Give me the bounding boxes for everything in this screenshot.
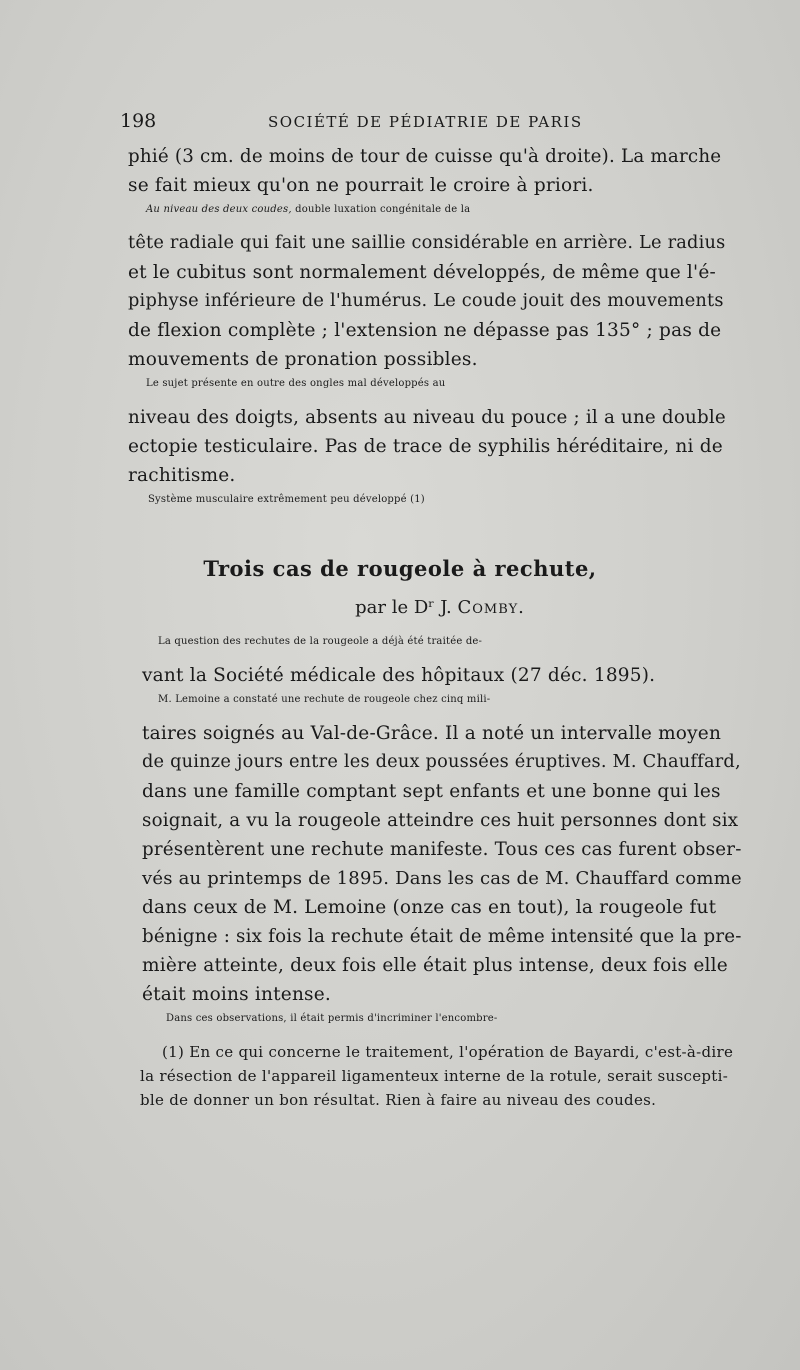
article-line: vant la Société médicale des hôpitaux (27 déc. 1895).: [142, 665, 656, 686]
body-line: mouvements de pronation possibles.: [128, 349, 478, 370]
page-header: [120, 110, 720, 140]
article-line: était moins intense.: [142, 984, 331, 1005]
article-line: taires soignés au Val-de-Grâce. Il a noté un intervalle moyen: [142, 723, 722, 744]
article-byline: [0, 597, 800, 618]
running-title: SOCIÉTÉ DE PÉDIATRIE DE PARIS: [268, 113, 583, 131]
article-line: dans une famille comptant sept enfants et une bonne qui les: [142, 781, 721, 802]
footnote-line: ble de donner un bon résultat. Rien à faire au niveau des coudes.: [140, 1091, 657, 1109]
article-line: de quinze jours entre les deux poussées éruptives. M. Chauffard,: [142, 752, 741, 772]
byline-author: Comby.: [457, 597, 525, 618]
article-text: [142, 630, 742, 1030]
italic-phrase: Au niveau des deux coudes,: [146, 204, 292, 215]
body-line: de flexion complète ; l'extension ne dépasse pas 135° ; pas de: [128, 320, 722, 341]
article-line: présentèrent une rechute manifeste. Tous ces cas furent obser-: [142, 839, 742, 860]
body-line: Système musculaire extrêmement peu développé (1): [148, 494, 425, 505]
article-line: soignait, a vu la rougeole atteindre ces huit personnes dont six: [142, 810, 739, 831]
body-line: ectopie testiculaire. Pas de trace de syphilis héréditaire, ni de: [128, 436, 723, 457]
article-line: M. Lemoine a constaté une rechute de rougeole chez cinq mili-: [158, 694, 491, 705]
footnote-line: (1) En ce qui concerne le traitement, l'opération de Bayardi, c'est-à-dire: [162, 1043, 734, 1061]
article-line: La question des rechutes de la rougeole a déjà été traitée de-: [158, 636, 483, 647]
body-line: piphyse inférieure de l'humérus. Le coude jouit des mouvements: [128, 291, 724, 311]
body-line: et le cubitus sont normalement développés, de même que l'é-: [128, 262, 716, 283]
body-line: se fait mieux qu'on ne pourrait le croire à priori.: [128, 175, 594, 196]
article-line: mière atteinte, deux fois elle était plus intense, deux fois elle: [142, 955, 728, 976]
byline-prefix: par le Dʳ J.: [355, 597, 452, 618]
body-line: tête radiale qui fait une saillie considérable en arrière. Le radius: [128, 233, 726, 253]
article-title: Trois cas de rougeole à rechute,: [203, 556, 597, 581]
body-line: Le sujet présente en outre des ongles mal développés au: [146, 378, 446, 389]
article-line: dans ceux de M. Lemoine (onze cas en tout), la rougeole fut: [142, 897, 717, 918]
article-line: bénigne : six fois la rechute était de même intensité que la pre-: [142, 926, 742, 947]
body-line: rachitisme.: [128, 465, 236, 486]
body-line: Au niveau des deux coudes, double luxation congénitale de la: [146, 204, 471, 215]
page-number: 198: [120, 110, 157, 132]
article-line: vés au printemps de 1895. Dans les cas de M. Chauffard comme: [142, 868, 742, 889]
article-line: Dans ces observations, il était permis d'incriminer l'encombre-: [166, 1013, 498, 1024]
footnote-line: la résection de l'appareil ligamenteux interne de la rotule, serait suscepti-: [140, 1067, 729, 1085]
body-line: niveau des doigts, absents au niveau du pouce ; il a une double: [128, 407, 726, 428]
body-line: phié (3 cm. de moins de tour de cuisse qu'à droite). La marche: [128, 146, 722, 167]
